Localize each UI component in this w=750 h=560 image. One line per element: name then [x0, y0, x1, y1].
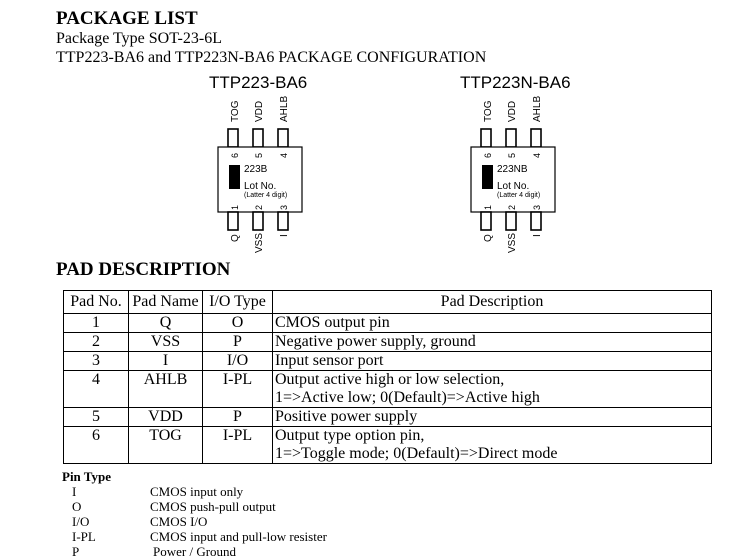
pin-5: [506, 129, 516, 147]
pad-no: 6: [64, 427, 129, 464]
table-row: [64, 427, 712, 464]
pad-description-table: [63, 290, 712, 464]
pin-name-ahlb: AHLB: [532, 95, 543, 122]
pin-num-2: 2: [507, 204, 517, 210]
chip-title-ttp223n-ba6: TTP223N-BA6: [460, 73, 571, 92]
pin1-marker: [229, 165, 240, 189]
pin-num-2: 2: [254, 204, 264, 210]
pin-name-i: I: [532, 234, 543, 237]
pin-1: [228, 212, 238, 230]
pin1-marker: [482, 165, 493, 189]
pin-num-4: 4: [279, 152, 289, 158]
pin-num-4: 4: [532, 152, 542, 158]
table-row: [64, 371, 712, 408]
pad-desc-line1: Output type option pin,: [275, 427, 425, 444]
pin-name-i: I: [279, 234, 290, 237]
pin-name-vss: VSS: [254, 232, 265, 253]
package-type-line: Package Type SOT-23-6L: [56, 30, 222, 47]
io-type: P: [203, 333, 273, 352]
pin-4: [531, 129, 541, 147]
pad-name: VSS: [129, 333, 203, 352]
pin-name-vss: VSS: [507, 232, 518, 253]
pin-num-3: 3: [532, 204, 542, 210]
pin-type-desc: CMOS push-pull output: [150, 499, 276, 514]
pad-name: TOG: [129, 427, 203, 464]
pad-desc: Positive power supply: [273, 408, 712, 427]
io-type: O: [203, 314, 273, 333]
pad-name: AHLB: [129, 371, 203, 408]
pin-1: [481, 212, 491, 230]
chip-marking: 223NB: [497, 164, 528, 175]
pin-type-desc: CMOS I/O: [150, 514, 208, 529]
pin-num-6: 6: [483, 152, 493, 158]
pin-num-1: 1: [230, 204, 240, 210]
pin-num-5: 5: [254, 152, 264, 158]
package-config-line: TTP223-BA6 and TTP223N-BA6 PACKAGE CONFIGURATION: [56, 49, 487, 66]
pin-type-code: O: [72, 499, 82, 514]
pin-num-1: 1: [483, 204, 493, 210]
pad-desc-line2: 1=>Toggle mode; 0(Default)=>Direct mode: [275, 445, 558, 462]
pad-name: I: [129, 352, 203, 371]
pin-name-ahlb: AHLB: [279, 95, 290, 122]
header-pad-no: Pad No.: [64, 291, 129, 314]
pin-6: [481, 129, 491, 147]
pad-desc: [273, 427, 712, 464]
chip-diagram-ttp223n-ba6: [468, 92, 558, 257]
pin-num-3: 3: [279, 204, 289, 210]
pin-name-vdd: VDD: [254, 100, 265, 122]
io-type: I/O: [203, 352, 273, 371]
pad-no: 4: [64, 371, 129, 408]
pad-desc: Negative power supply, ground: [273, 333, 712, 352]
io-type: I-PL: [203, 427, 273, 464]
pin-2: [506, 212, 516, 230]
pin-type-desc: Power / Ground: [153, 544, 237, 559]
lot-note: (Latter 4 digit): [244, 192, 288, 199]
pin-name-tog: TOG: [230, 100, 241, 122]
table-row: [64, 352, 712, 371]
pin-type-code: P: [72, 544, 80, 559]
pin-type-desc: CMOS input and pull-low resister: [150, 529, 327, 544]
pad-no: 2: [64, 333, 129, 352]
pin-name-q: Q: [230, 234, 241, 242]
pad-no: 3: [64, 352, 129, 371]
chip-marking: 223B: [244, 164, 268, 175]
lot-label: Lot No.: [497, 181, 530, 192]
pin-3: [278, 212, 288, 230]
table-row: [64, 333, 712, 352]
pad-desc-line1: Output active high or low selection,: [275, 371, 505, 388]
pin-type-code: I/O: [72, 514, 90, 529]
chip-title-ttp223-ba6: TTP223-BA6: [209, 73, 308, 92]
io-type: I-PL: [203, 371, 273, 408]
pad-desc: CMOS output pin: [273, 314, 712, 333]
pin-3: [531, 212, 541, 230]
pin-name-q: Q: [483, 234, 494, 242]
pin-type-code: I-PL: [72, 529, 96, 544]
table-row: [64, 314, 712, 333]
pin-num-5: 5: [507, 152, 517, 158]
pin-4: [278, 129, 288, 147]
pad-desc: Input sensor port: [273, 352, 712, 371]
pin-name-tog: TOG: [483, 100, 494, 122]
pad-no: 1: [64, 314, 129, 333]
pin-num-6: 6: [230, 152, 240, 158]
pad-description-heading: PAD DESCRIPTION: [56, 259, 231, 280]
pin-5: [253, 129, 263, 147]
pad-desc: [273, 371, 712, 408]
lot-note: (Latter 4 digit): [497, 192, 541, 199]
pad-desc-line2: 1=>Active low; 0(Default)=>Active high: [275, 389, 540, 406]
lot-label: Lot No.: [244, 181, 277, 192]
pad-name: Q: [129, 314, 203, 333]
pad-name: VDD: [129, 408, 203, 427]
header-pad-description: Pad Description: [273, 291, 712, 314]
pin-type-title: Pin Type: [62, 469, 112, 484]
pin-name-vdd: VDD: [507, 100, 518, 122]
header-io-type: I/O Type: [203, 291, 273, 314]
io-type: P: [203, 408, 273, 427]
pin-2: [253, 212, 263, 230]
table-header-row: [64, 291, 712, 314]
header-pad-name: Pad Name: [129, 291, 203, 314]
pin-type-desc: CMOS input only: [150, 484, 244, 499]
table-row: [64, 408, 712, 427]
pin-type-code: I: [72, 484, 77, 499]
package-list-heading: PACKAGE LIST: [56, 8, 198, 29]
chip-diagram-ttp223-ba6: [215, 92, 305, 257]
pin-6: [228, 129, 238, 147]
pad-no: 5: [64, 408, 129, 427]
